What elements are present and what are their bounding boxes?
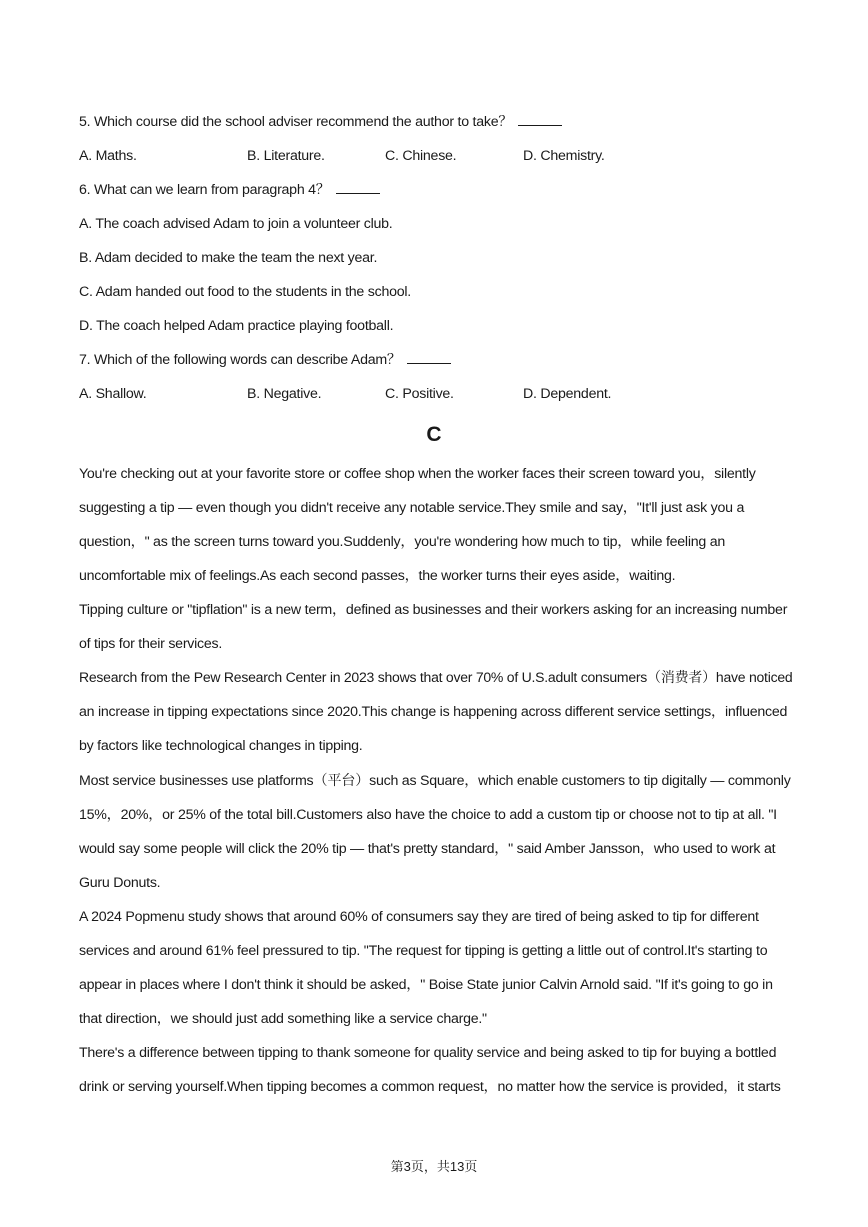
question-5-text: 5. Which course did the school adviser recommend the author to take？ [79, 114, 513, 130]
answer-blank [518, 113, 562, 126]
option-d: D. Dependent. [523, 386, 612, 402]
passage-line: You're checking out at your favorite store or coffee shop when the worker faces their screen toward you，silently [79, 466, 756, 482]
option-b: B. Literature. [247, 148, 325, 164]
passage-line: Tipping culture or "tipflation" is a new term，defined as businesses and their workers asking for an increasing number [79, 602, 788, 618]
option-d: D. Chemistry. [523, 148, 605, 164]
option-b: B. Adam decided to make the team the next year. [79, 250, 378, 266]
section-heading: C [426, 423, 442, 446]
option-c: C. Positive. [385, 386, 454, 402]
passage-line: an increase in tipping expectations since 2020.This change is happening across different service settings，influenced [79, 704, 788, 720]
answer-blank [407, 351, 451, 364]
passage-line: Guru Donuts. [79, 875, 161, 891]
passage-line: There's a difference between tipping to thank someone for quality service and being asked to tip for buying a bottled [79, 1045, 777, 1061]
passage-line: Most service businesses use platforms（平台）such as Square，which enable customers to tip digitally — commonly [79, 773, 791, 789]
passage-line: would say some people will click the 20% tip — that's pretty standard，" said Amber Jansson，who used to work at [79, 841, 776, 857]
question-6-text: 6. What can we learn from paragraph 4？ [79, 182, 330, 198]
option-d: D. The coach helped Adam practice playing football. [79, 318, 394, 334]
passage-line: Research from the Pew Research Center in 2023 shows that over 70% of U.S.adult consumers（消费者）have noticed [79, 670, 793, 686]
question-5 [79, 112, 792, 132]
option-a: A. Maths. [79, 148, 137, 164]
page-number-footer: 第3页，共13页 [390, 1159, 478, 1174]
passage-line: drink or serving yourself.When tipping becomes a common request，no matter how the service is provided，it starts [79, 1079, 781, 1095]
option-a: A. The coach advised Adam to join a volunteer club. [79, 216, 393, 232]
option-c: C. Chinese. [385, 148, 457, 164]
answer-blank [336, 181, 380, 194]
passage-line: 15%，20%，or 25% of the total bill.Customers also have the choice to add a custom tip or choose not to tip at all. "I [79, 807, 777, 823]
passage-line: A 2024 Popmenu study shows that around 60% of consumers say they are tired of being asked to tip for different [79, 909, 759, 925]
passage-line: uncomfortable mix of feelings.As each second passes，the worker turns their eyes aside，waiting. [79, 568, 676, 584]
question-7-text: 7. Which of the following words can describe Adam？ [79, 352, 401, 368]
question-7 [79, 350, 792, 370]
passage-line: appear in places where I don't think it should be asked，" Boise State junior Calvin Arnold said. "If it's going to go in [79, 977, 773, 993]
passage-line: question，" as the screen turns toward you.Suddenly，you're wondering how much to tip，while feeling an [79, 534, 725, 550]
passage-line: suggesting a tip — even though you didn't receive any notable service.They smile and say，"It'll just ask you a [79, 500, 745, 516]
question-6 [79, 180, 792, 200]
passage-line: that direction，we should just add something like a service charge." [79, 1011, 487, 1027]
option-b: B. Negative. [247, 386, 322, 402]
passage-line: by factors like technological changes in tipping. [79, 738, 363, 754]
option-c: C. Adam handed out food to the students in the school. [79, 284, 411, 300]
option-a: A. Shallow. [79, 386, 147, 402]
passage-line: of tips for their services. [79, 636, 223, 652]
passage-line: services and around 61% feel pressured to tip. "The request for tipping is getting a little out of control.It's starting to [79, 943, 768, 959]
